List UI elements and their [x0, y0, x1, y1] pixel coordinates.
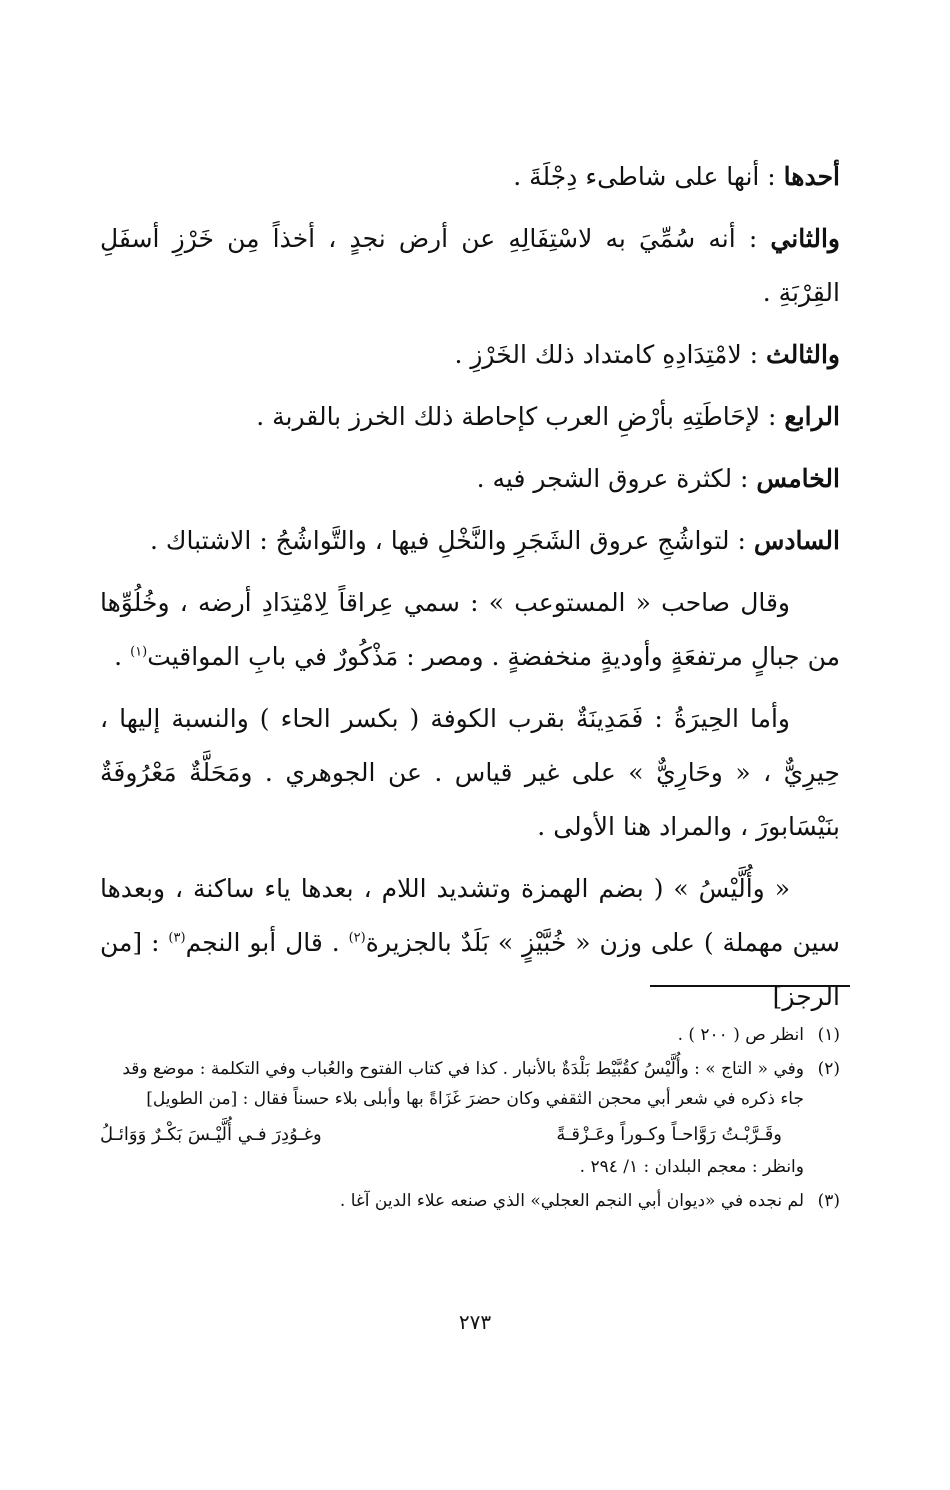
paragraph-text: وقال صاحب « المستوعب » : سمي عِراقاً لِامْتِدَادِ أرضه ، وخُلُوِّها من جبالٍ مرتفعَةٍ وأوديةٍ منخفضةٍ . ومصر : مَذْكُورٌ في بابِ المواقيت — [100, 588, 840, 671]
footnote-text: لم نجده في «ديوان أبي النجم العجلي» الذي صنعه علاء الدين آغا . — [339, 1191, 804, 1211]
footnote-text: وفي « التاج » : وأُلَّيْسُ كقُبَّيْط بَلْدَةٌ بالأنبار . كذا في كتاب الفتوح والعُباب وفي التكلمة : موضع وقد جاء ذكره في شعر أبي محجن الثقفي وكان حضرَ غَزَاةً بها وأبلى بلاء حسناً فقال : [من الطويل] — [122, 1059, 804, 1109]
paragraph-mustawib — [100, 576, 840, 684]
paragraph-lead: أحدها — [783, 162, 840, 191]
paragraph-text: : أنه سُمِّيَ به لاسْتِفَالِهِ عن أرض نجدٍ ، أخذاً مِن خَرْزِ أسفَلِ القِرْبَةِ . — [100, 224, 840, 307]
footnote-divider — [650, 985, 850, 987]
paragraph-text: : لامْتِدَادِهِ كامتداد ذلك الخَرْزِ . — [454, 340, 767, 369]
paragraph-fifth — [100, 452, 840, 506]
paragraph-fourth — [100, 390, 840, 444]
footnote-ref[interactable]: (١) — [130, 644, 148, 660]
paragraph-text: . قال أبو النجم — [185, 928, 349, 957]
footnote-number: (١) — [817, 1025, 840, 1045]
verse-hemistich-left: وغـوُدِرَ فـي أُلَّيْـسَ بَكْـرٌ وَوَائـلُ — [100, 1124, 322, 1145]
footnote-reference: وانظر : معجم البلدان : ١/ ٢٩٤ . — [579, 1157, 804, 1177]
footnote-item — [100, 1054, 840, 1182]
verse-hemistich-right: وقَـرَّبْـتُ رَوَّاحـاً وكـوراً وعَـزْقـةً — [556, 1124, 782, 1145]
page-number: ٢٧٣ — [458, 1310, 492, 1334]
footnotes — [100, 1020, 840, 1220]
paragraph-first — [100, 150, 840, 204]
paragraph-text: : [من الرجز] — [100, 928, 840, 1011]
main-text — [100, 150, 840, 1032]
footnote-number: (٣) — [817, 1191, 840, 1211]
paragraph-text: « وأُلَّيْسُ » ( بضم الهمزة وتشديد اللام ، بعدها ياء ساكنة ، وبعدها سين مهملة ) على وزن « خُبَّيْزٍ » بَلَدٌ بالجزيرة — [100, 874, 840, 957]
paragraph-third — [100, 328, 840, 382]
paragraph-lead: الخامس — [756, 464, 840, 493]
footnote-number: (٢) — [817, 1059, 840, 1079]
footnote-ref[interactable]: (٢) — [348, 930, 366, 946]
paragraph-lead: والثاني — [770, 224, 840, 253]
footnote-item — [100, 1020, 840, 1050]
paragraph-text: . — [114, 642, 131, 671]
paragraph-text: : لكثرة عروق الشجر فيه . — [476, 464, 757, 493]
paragraph-second — [100, 212, 840, 320]
paragraph-sixth — [100, 514, 840, 568]
paragraph-lead: والثالث — [766, 340, 840, 369]
paragraph-text: وأما الحِيرَةُ : فَمَدِينَةٌ بقرب الكوفة ( بكسر الحاء ) والنسبة إليها ، حِيرِيٌّ ، « وحَارِيٌّ » على غير قياس . عن الجوهري . ومَحَلَّةٌ مَعْرُوفَةٌ بنَيْسَابورَ ، والمراد هنا الأولى . — [100, 704, 840, 841]
footnote-text: انظر ص ( ٢٠٠ ) . — [677, 1025, 804, 1045]
paragraph-alyas — [100, 862, 840, 1024]
footnote-ref[interactable]: (٣) — [168, 930, 186, 946]
paragraph-text: : لإحَاطَتِهِ بأرْضِ العرب كإحاطة ذلك الخرز بالقربة . — [256, 402, 785, 431]
paragraph-lead: السادس — [753, 526, 840, 555]
footnote-body — [100, 1054, 804, 1182]
paragraph-text: : لتواشُجِ عروق الشَجَرِ والنَّخْلِ فيها ، والتَّواشُجُ : الاشتباك . — [150, 526, 754, 555]
paragraph-lead: الرابع — [784, 402, 840, 431]
verse-line — [100, 1118, 804, 1152]
footnote-item — [100, 1186, 840, 1216]
paragraph-hira — [100, 692, 840, 854]
paragraph-text: : أنها على شاطىء دِجْلَةَ . — [513, 162, 784, 191]
